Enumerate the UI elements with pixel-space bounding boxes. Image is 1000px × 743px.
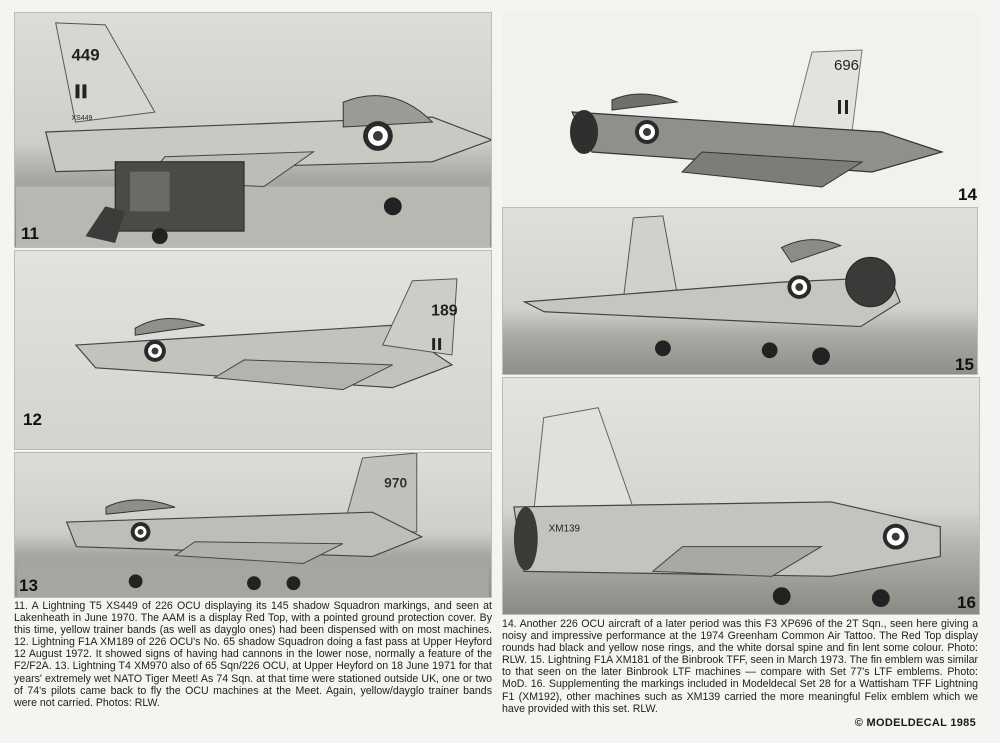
photo-number-12: 12 <box>23 410 42 429</box>
tail-number-189: 189 <box>431 302 458 320</box>
photo-14 <box>502 12 980 208</box>
modeldecal-credit: © MODELDECAL 1985 <box>854 717 976 729</box>
photo-number-11: 11 <box>21 224 39 243</box>
tail-number-449: 449 <box>71 45 100 65</box>
photo-16 <box>502 377 980 615</box>
lightning-f3-illustration <box>502 12 980 208</box>
lightning-f1a-illustration <box>15 251 491 449</box>
fuselage-serial-xs449: XS449 <box>71 115 93 123</box>
caption-right: 14. Another 226 OCU aircraft of a later period was this F3 XP696 of the 2T Sqn., seen here giving a noisy and impressive performance at the 1974 Greenham Common Air Tattoo. The Red Top display rounds had black and yellow nose rings, and the white dorsal spine and fin lent some colour. Photo: RLW. 15. Lightning F1A XM181 of the Binbrook TFF, seen in March 1973. The fin emblem was similar to that seen on the later Binbrook LTF machines — compare with Set 77's LTF emblems. Photo: MoD. 16. Supplementing the markings included in Modeldecal Set 28 for a Wattisham TFF Lightning F1 (XM192), other machines such as XM139 carried the more meaningful Felix emblem which we have provided with this set. RLW. <box>502 618 978 715</box>
photo-13 <box>14 452 492 598</box>
tail-number-696: 696 <box>834 57 860 74</box>
photo-number-14: 14 <box>958 185 977 204</box>
photo-number-16: 16 <box>957 593 976 612</box>
lightning-f1a-binbrook-illustration <box>503 208 977 374</box>
caption-left: 11. A Lightning T5 XS449 of 226 OCU displaying its 145 shadow Squadron markings, and seen at Lakenheath in June 1970. The AAM is a display Red Top, with a pointed ground protection cover. By this time, yellow trainer bands (as well as dayglo ones) had been dispensed with on most machines. 12. Lightning F1A XM189 of 226 OCU's No. 65 shadow Squadron doing a fast pass at Upper Heyford 12 August 1972. It showed signs of having had cannons in the lower nose, normally a feature of the F2/F2A. 13. Lightning T4 XM970 also of 65 Sqn/226 OCU, at Upper Heyford on 18 June 1971 for that years' extremely wet NATO Tiger Meet! As 74 Sqn. at that time were stationed outside UK, one or two of 74's pilots came back to fly the OCU machines at the Meet. Again, yellow/dayglo trainer bands were not carried. Photos: RLW. <box>14 600 492 709</box>
tail-number-970: 970 <box>384 475 408 491</box>
photo-number-13: 13 <box>19 576 38 595</box>
fuselage-serial-xm139: XM139 <box>548 523 581 535</box>
lightning-t4-illustration <box>15 453 491 597</box>
photo-15 <box>502 207 978 375</box>
lightning-t5-illustration <box>15 13 491 247</box>
photo-number-15: 15 <box>955 355 974 374</box>
photo-11 <box>14 12 492 248</box>
photo-12 <box>14 250 492 450</box>
lightning-f1-felix-illustration <box>503 378 979 614</box>
